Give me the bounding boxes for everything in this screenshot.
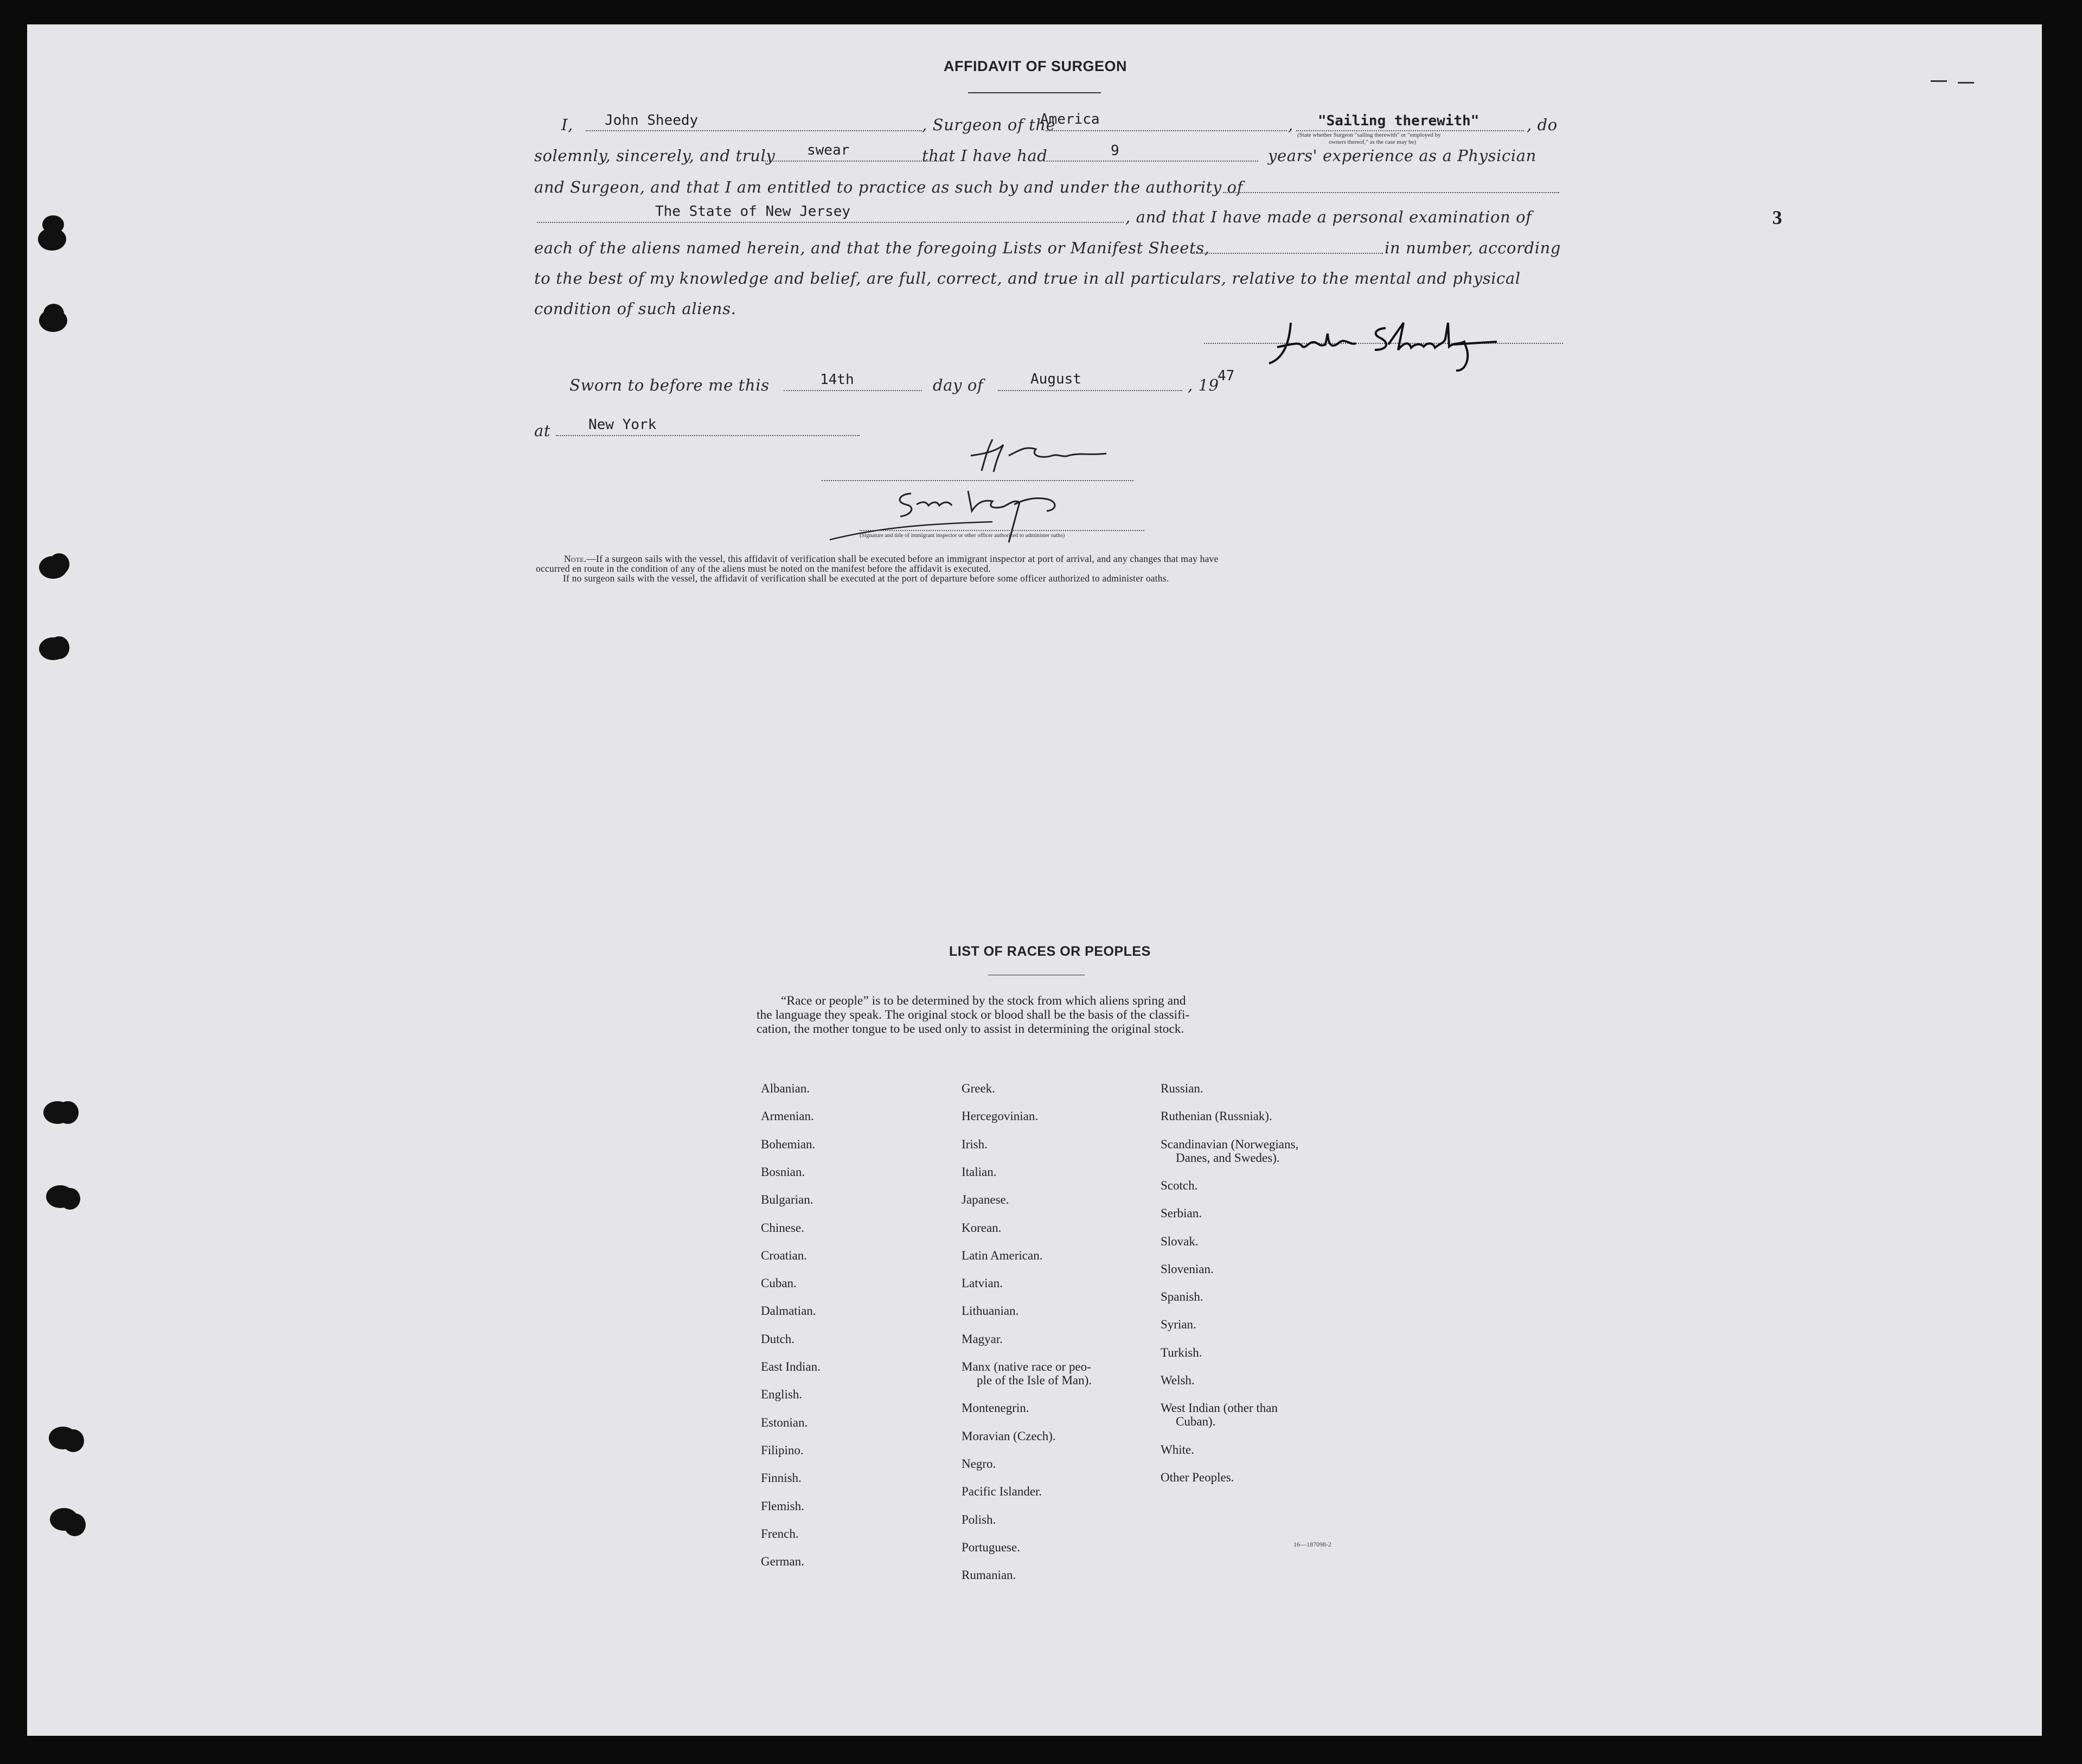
race-item: Croatian. — [761, 1249, 807, 1262]
affidavit-text: at — [534, 421, 551, 440]
race-item: Hercegovinian. — [962, 1109, 1039, 1123]
fill-line — [765, 161, 944, 162]
fill-line — [1296, 130, 1524, 131]
page-number: 3 — [1772, 207, 1782, 228]
race-item: Manx (native race or peo- — [962, 1360, 1091, 1373]
race-item: Japanese. — [962, 1193, 1009, 1206]
affidavit-text: , and that I have made a personal examination of — [1125, 208, 1532, 226]
surgeon-name-value: John Sheedy — [605, 112, 699, 129]
affidavit-text: Sworn to before me this — [569, 376, 770, 394]
race-item: Spanish. — [1161, 1290, 1203, 1303]
race-item: Syrian. — [1161, 1318, 1196, 1331]
race-item: Italian. — [962, 1165, 997, 1179]
races-title: LIST OF RACES OR PEOPLES — [949, 944, 1151, 959]
race-item: German. — [761, 1555, 804, 1568]
punch-hole — [49, 553, 69, 575]
race-item: Slovenian. — [1161, 1262, 1214, 1276]
oath-value: swear — [807, 142, 850, 158]
race-item: Flemish. — [761, 1499, 804, 1513]
affidavit-text: , 19 — [1188, 376, 1219, 394]
race-item: Latin American. — [962, 1249, 1043, 1262]
fill-line — [1223, 192, 1559, 193]
authority-value: The State of New Jersey — [655, 203, 851, 220]
race-item: French. — [761, 1527, 799, 1541]
race-item: White. — [1161, 1443, 1194, 1456]
race-item: Bulgarian. — [761, 1193, 813, 1206]
ship-name-value: America — [1040, 111, 1100, 127]
note-line: If no surgeon sails with the vessel, the affidavit of verification shall be executed at the port of departure before some officer authorized to administer oaths. — [563, 573, 1169, 584]
fill-line — [1044, 161, 1258, 162]
affidavit-text: in number, according — [1385, 239, 1561, 257]
race-item: Albanian. — [761, 1082, 810, 1095]
note-line: occurred en route in the condition of any of the aliens must be noted on the manifest before the affidavit is executed. — [536, 563, 991, 574]
fill-line — [1192, 253, 1383, 254]
fill-line — [586, 130, 922, 131]
punch-hole — [42, 215, 64, 234]
race-item: Rumanian. — [962, 1568, 1016, 1582]
years-value: 9 — [1111, 143, 1119, 159]
race-item: Danes, and Swedes). — [1176, 1151, 1280, 1165]
race-item: East Indian. — [761, 1360, 821, 1373]
affidavit-text: solemnly, sincerely, and truly — [534, 146, 776, 165]
race-item: Dutch. — [761, 1332, 795, 1346]
race-item: Turkish. — [1161, 1346, 1202, 1359]
race-item: Latvian. — [962, 1276, 1003, 1290]
race-item: Dalmatian. — [761, 1304, 816, 1318]
intro-line: cation, the mother tongue to be used only to assist in determining the original stock. — [757, 1022, 1184, 1036]
sworn-day-value: 14th — [820, 372, 854, 388]
print-code: 16—187098-2 — [1293, 1541, 1331, 1548]
sworn-month-value: August — [1030, 371, 1081, 387]
affidavit-text: and Surgeon, and that I am entitled to practice as such by and under the authority of — [534, 178, 1244, 196]
surgeon-status-value: "Sailing therewith" — [1318, 113, 1479, 129]
title-underline — [968, 92, 1101, 93]
race-item: Irish. — [962, 1137, 988, 1151]
fill-line — [1046, 130, 1287, 131]
race-item: Cuban). — [1176, 1415, 1216, 1428]
affidavit-text: years' experience as a Physician — [1268, 146, 1536, 165]
race-item: Scotch. — [1161, 1179, 1198, 1192]
punch-hole — [57, 1101, 79, 1124]
manifest-sheet — [27, 24, 2042, 1736]
race-item: Slovak. — [1161, 1235, 1199, 1248]
punch-hole — [62, 1429, 84, 1452]
affidavit-text: each of the aliens named herein, and that the foregoing Lists or Manifest Sheets, — [534, 239, 1210, 257]
signature-line — [860, 530, 1144, 531]
race-item: ple of the Isle of Man). — [977, 1373, 1092, 1387]
corner-mark — [1931, 80, 1947, 82]
punch-hole — [43, 304, 64, 323]
race-item: Other Peoples. — [1161, 1471, 1234, 1484]
races-intro — [757, 994, 1189, 1036]
officer-caption: (Signature and title of immigrant inspector or other officer authorized to administer oaths) — [860, 533, 1065, 539]
race-item: Ruthenian (Russniak). — [1161, 1109, 1272, 1123]
fill-line — [998, 390, 1182, 391]
race-item: Finnish. — [761, 1471, 802, 1485]
race-item: Estonian. — [761, 1416, 808, 1429]
race-item: West Indian (other than — [1161, 1401, 1278, 1415]
race-item: Filipino. — [761, 1443, 804, 1457]
race-item: Negro. — [962, 1457, 996, 1471]
punch-hole — [60, 1188, 80, 1210]
affidavit-text: I, — [561, 116, 573, 134]
race-item: Serbian. — [1161, 1206, 1202, 1220]
race-item: Bosnian. — [761, 1165, 805, 1179]
affidavit-title: AFFIDAVIT OF SURGEON — [944, 58, 1127, 74]
race-item: English. — [761, 1388, 803, 1401]
race-item: Portuguese. — [962, 1541, 1020, 1554]
race-item: Magyar. — [962, 1332, 1003, 1346]
race-item: Lithuanian. — [962, 1304, 1019, 1318]
signature-line — [822, 480, 1133, 481]
sworn-place-value: New York — [588, 417, 657, 433]
intro-line: the language they speak. The original stock or blood shall be the basis of the classifi- — [757, 1008, 1190, 1022]
affidavit-text: , — [1288, 116, 1293, 134]
affidavit-text: to the best of my knowledge and belief, are full, correct, and true in all particulars, relative to the mental and physical — [534, 269, 1521, 287]
affidavit-text: condition of such aliens. — [534, 299, 736, 318]
race-item: Korean. — [962, 1221, 1002, 1235]
punch-hole — [49, 636, 69, 659]
race-item: Scandinavian (Norwegians, — [1161, 1137, 1299, 1151]
corner-mark — [1958, 82, 1974, 84]
race-item: Bohemian. — [761, 1137, 816, 1151]
surgeon-signature — [1269, 312, 1513, 377]
race-item: Cuban. — [761, 1276, 797, 1290]
affidavit-text: , do — [1527, 116, 1558, 134]
race-item: Montenegrin. — [962, 1401, 1029, 1415]
note-label: Note. — [564, 553, 587, 564]
fill-line — [784, 390, 922, 391]
note-text: —If a surgeon sails with the vessel, this affidavit of verification shall be executed before an immigrant inspector at port of arrival, and any changes that may have — [586, 553, 1219, 564]
affidavit-text: day of — [933, 376, 984, 394]
race-item: Welsh. — [1161, 1373, 1195, 1387]
race-item: Moravian (Czech). — [962, 1429, 1056, 1443]
affidavit-text: that I have had — [922, 146, 1048, 165]
race-item: Armenian. — [761, 1109, 814, 1123]
race-item: Russian. — [1161, 1082, 1203, 1095]
race-item: Chinese. — [761, 1221, 804, 1235]
race-item: Pacific Islander. — [962, 1485, 1042, 1498]
fill-line — [556, 435, 860, 436]
affidavit-text: , Surgeon of the — [922, 116, 1056, 134]
officer-signature — [960, 434, 1220, 477]
fill-line — [537, 222, 1124, 223]
race-item: Polish. — [962, 1513, 996, 1526]
punch-hole — [64, 1513, 86, 1536]
status-instruction: (State whether Surgeon "sailing therewith" or "employed by — [1297, 132, 1441, 138]
race-item: Greek. — [962, 1082, 995, 1095]
intro-line: “Race or people” is to be determined by the stock from which aliens spring and — [781, 994, 1186, 1008]
sworn-year-value: 47 — [1218, 368, 1235, 384]
status-instruction: owners thereof," as the case may be) — [1329, 139, 1417, 145]
